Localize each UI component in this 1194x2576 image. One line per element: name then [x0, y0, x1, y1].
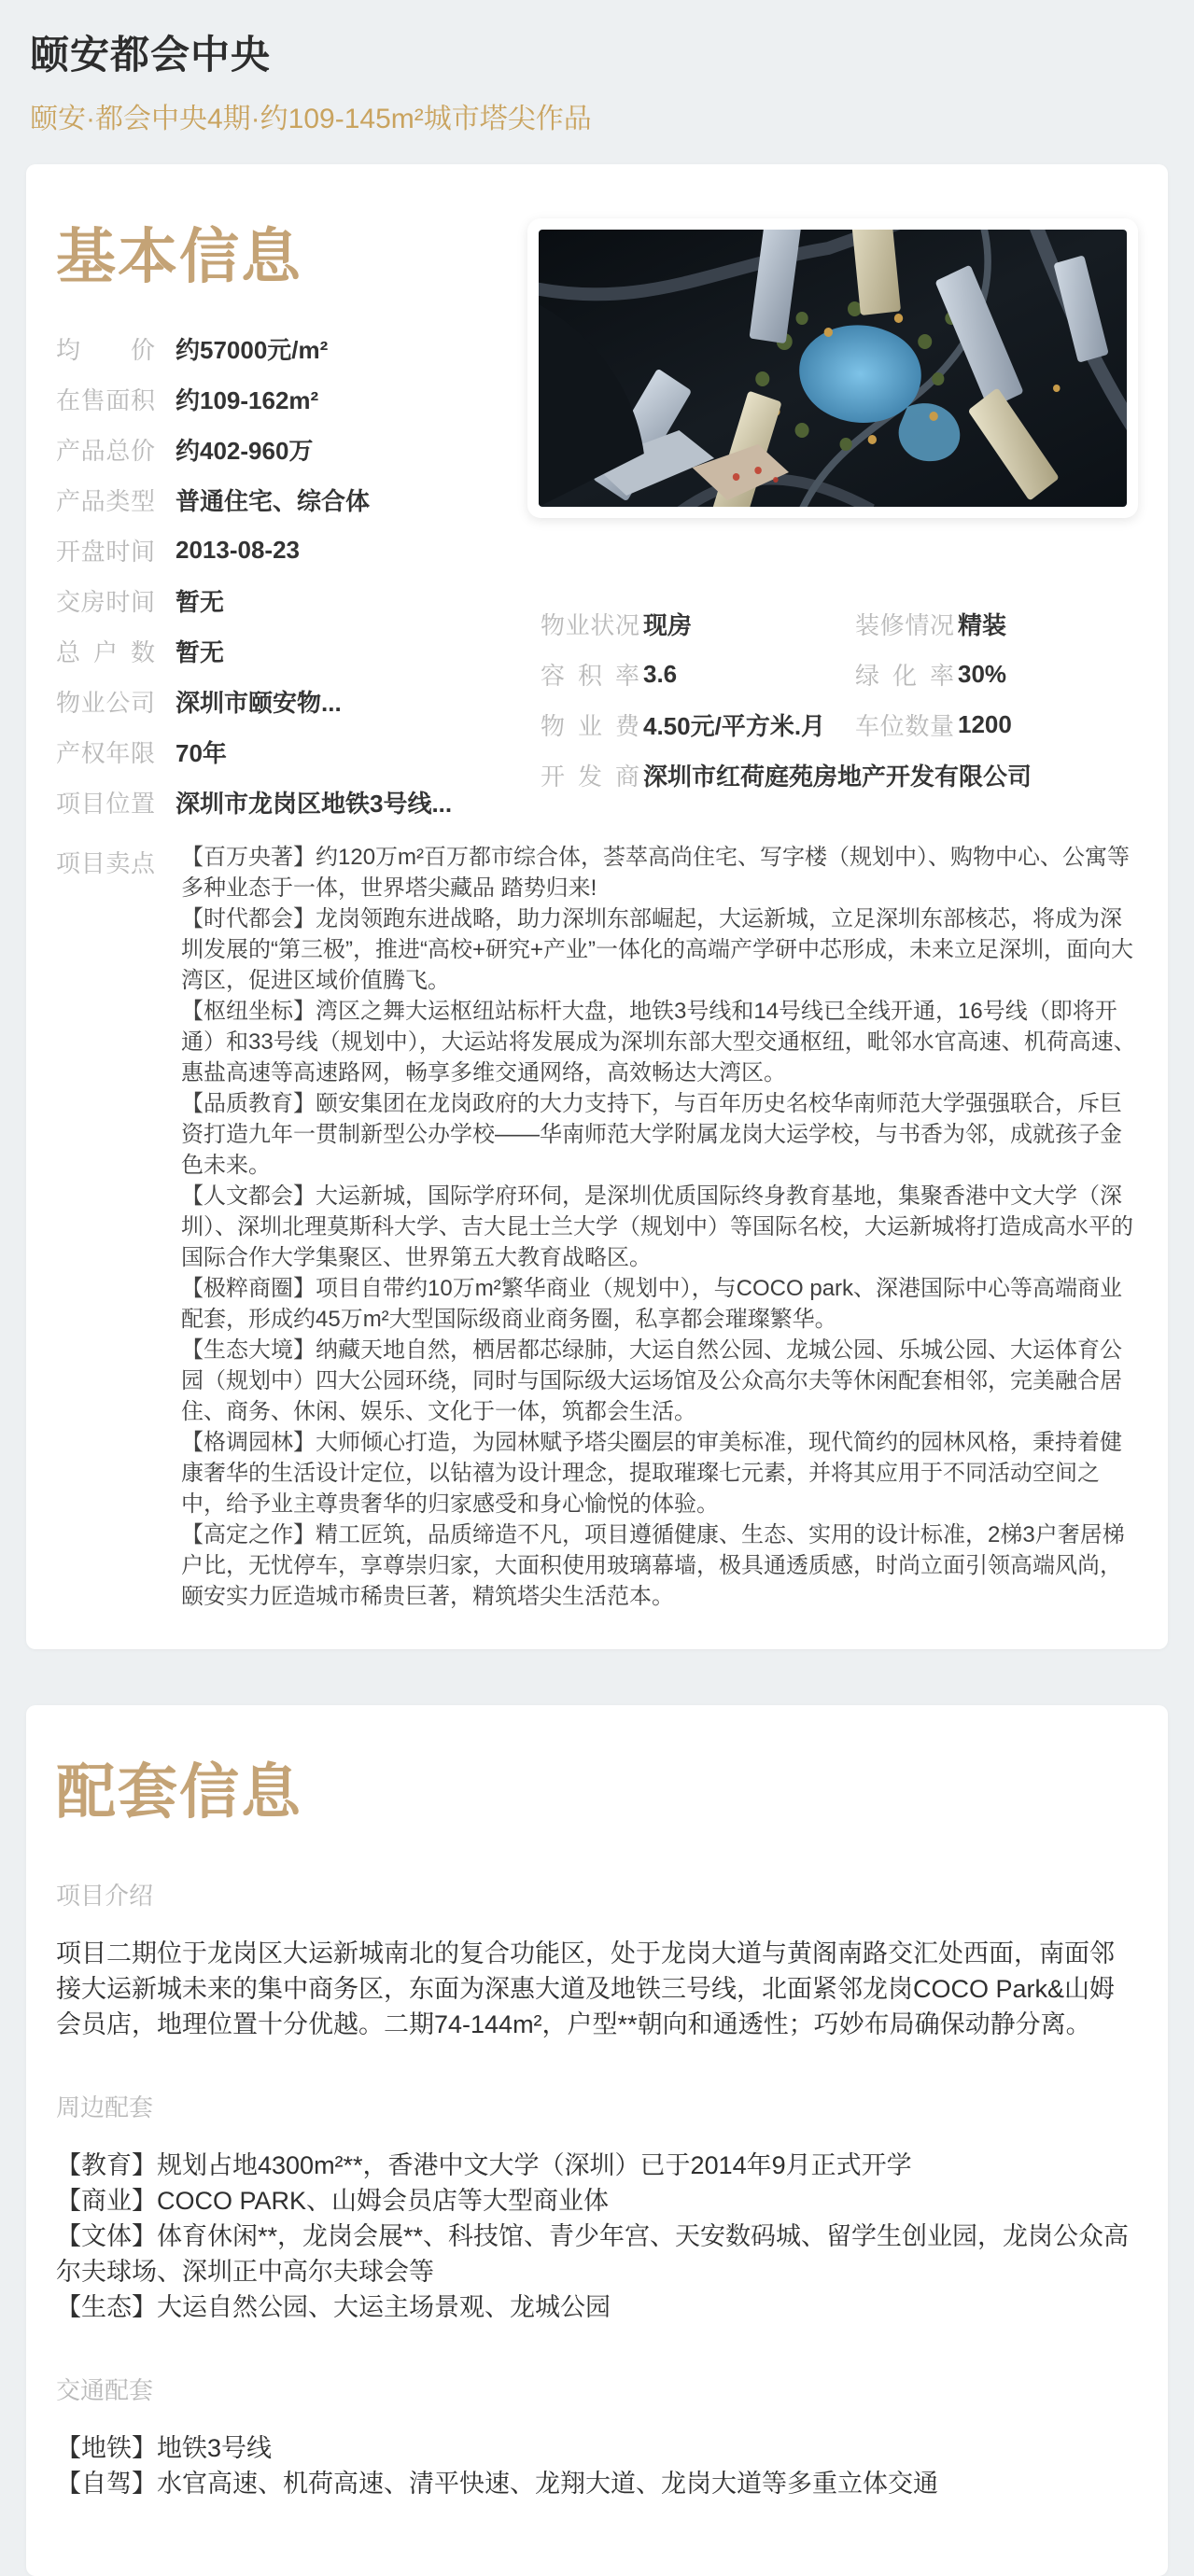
traffic-label: 交通配套: [56, 2376, 154, 2404]
field-row: [56, 575, 527, 625]
field-value: 暂无: [176, 637, 225, 666]
selling-points-text: [181, 842, 1138, 1612]
field-row: [56, 424, 527, 474]
traffic-list: [56, 2430, 1138, 2501]
nearby-item: 【商业】COCO PARK、山姆会员店等大型商业体: [56, 2187, 610, 2215]
basic-info-fields-left: [56, 323, 527, 827]
field-row: [56, 676, 527, 726]
field-label: 装修情况: [855, 610, 954, 639]
field-value: 普通住宅、综合体: [176, 486, 371, 515]
field-label: 产品类型: [56, 486, 155, 515]
nearby-item: 【文体】体育休闲**，龙岗会展**、科技馆、青少年宫、天安数码城、留学生创业园，龙岗公众高尔夫球场、深圳正中高尔夫球会等: [56, 2222, 1130, 2286]
amenities-title: 配套信息: [56, 1758, 302, 1826]
page-header: [26, 0, 1168, 136]
field-label: 总户数: [56, 637, 155, 666]
field-label: 物业状况: [541, 610, 639, 639]
field-label: 交房时间: [56, 587, 155, 616]
field-value: 精装: [958, 610, 1007, 639]
field-grid-row: [541, 699, 1138, 749]
selling-point-paragraph: 【格调园林】大师倾心打造，为园林赋予塔尖圈层的审美标准，现代简约的园林风格，秉持着健康奢华的生活设计定位，以钻禧为设计理念，提取璀璨七元素，并将其应用于不同活动空间之中，给予业主尊贵奢华的归家感受和身心愉悦的体验。: [181, 1430, 1122, 1517]
field-label: 产品总价: [56, 436, 155, 465]
amenities-card: [26, 1705, 1168, 2576]
intro-label: 项目介绍: [56, 1882, 154, 1910]
field-label: 均价: [56, 335, 155, 364]
field-row: [56, 726, 527, 777]
field-grid-row: [541, 598, 1138, 649]
field-label: 在售面积: [56, 385, 155, 414]
selling-points-row: [56, 842, 1138, 1612]
field-label: 容积率: [541, 661, 639, 690]
field-label: 车位数量: [855, 711, 954, 740]
field-value: 约109-162m²: [176, 385, 319, 414]
field-grid-row: [541, 649, 1138, 699]
project-photo-frame: [527, 218, 1138, 518]
selling-point-paragraph: 【品质教育】颐安集团在龙岗政府的大力支持下，与百年历史名校华南师范大学强强联合，斥巨资打造九年一贯制新型公办学校——华南师范大学附属龙岗大运学校，与书香为邻，成就孩子金色未来。: [181, 1091, 1122, 1178]
field-label: 产权年限: [56, 738, 155, 767]
field-value: 深圳市龙岗区地铁3号线...: [176, 789, 453, 818]
traffic-item: 【自驾】水官高速、机荷高速、清平快速、龙翔大道、龙岗大道等多重立体交通: [56, 2470, 938, 2498]
field-label: 物业费: [541, 711, 639, 740]
field-value: 3.6: [643, 659, 678, 688]
field-value: 暂无: [176, 587, 225, 616]
field-value: 2013-08-23: [176, 535, 300, 564]
basic-info-card: [26, 164, 1168, 1649]
intro-text: 项目二期位于龙岗区大运新城南北的复合功能区，处于龙岗大道与黄阁南路交汇处西面，南面邻接大运新城未来的集中商务区，东面为深惠大道及地铁三号线，北面紧邻龙岗COCO Park&山姆会员店，地理位置十分优越。二期74-144m²，户型**朝向和通透性；巧妙布局确保动静分离。: [56, 1939, 1116, 2038]
field-value: 深圳市颐安物...: [176, 688, 342, 717]
nearby-list: [56, 2148, 1138, 2325]
selling-point-paragraph: 【高定之作】精工匠筑，品质缔造不凡，项目遵循健康、生态、实用的设计标准，2梯3户奢居梯户比，无忧停车，享尊崇归家，大面积使用玻璃幕墙，极具通透质感，时尚立面引领高端风尚，颐安实力匠造城市稀贵巨著，精筑塔尖生活范本。: [181, 1522, 1125, 1609]
selling-point-paragraph: 【枢纽坐标】湾区之舞大运枢纽站标杆大盘，地铁3号线和14号线已全线开通，16号线（即将开通）和33号线（规划中），大运站将发展成为深圳东部大型交通枢纽，毗邻水官高速、机荷高速、惠盐高速等高速路网，畅享多维交通网络，高效畅达大湾区。: [181, 999, 1136, 1085]
developer-row: [541, 749, 1138, 800]
field-label: 开发商: [541, 762, 639, 791]
field-row: [56, 323, 527, 373]
nearby-label: 周边配套: [56, 2093, 154, 2121]
field-label: 绿化率: [855, 661, 954, 690]
field-row: [56, 777, 527, 827]
field-row: [56, 373, 527, 424]
nearby-item: 【生态】大运自然公园、大运主场景观、龙城公园: [56, 2293, 611, 2321]
traffic-item: 【地铁】地铁3号线: [56, 2434, 273, 2462]
selling-point-paragraph: 【时代都会】龙岗领跑东进战略，助力深圳东部崛起，大运新城，立足深圳东部核芯，将成为深圳发展的“第三极”，推进“高校+研究+产业”一体化的高端产学研中芯形成，未来立足深圳，面向大湾区，促进区域价值腾飞。: [181, 906, 1133, 993]
field-row: [56, 474, 527, 525]
field-value: 1200: [958, 709, 1012, 738]
field-row: [56, 525, 527, 575]
selling-point-paragraph: 【百万央著】约120万m²百万都市综合体，荟萃高尚住宅、写字楼（规划中）、购物中心、公寓等多种业态于一体，世界塔尖藏品 踏势归来!: [181, 845, 1131, 901]
field-label: 开盘时间: [56, 537, 155, 566]
field-value: 30%: [958, 659, 1007, 688]
selling-points-label: 项目卖点: [56, 849, 155, 877]
field-value: 深圳市红荷庭苑房地产开发有限公司: [643, 762, 1032, 791]
selling-point-paragraph: 【人文都会】大运新城，国际学府环伺，是深圳优质国际终身教育基地，集聚香港中文大学（深圳）、深圳北理莫斯科大学、吉大昆士兰大学（规划中）等国际名校，大运新城将打造成高水平的国际合作大学集聚区、世界第五大教育战略区。: [181, 1183, 1133, 1270]
basic-info-fields-grid: [527, 598, 1138, 800]
selling-point-paragraph: 【生态大境】纳藏天地自然，栖居都芯绿肺，大运自然公园、龙城公园、乐城公园、大运体育公园（规划中）四大公园环绕，同时与国际级大运场馆及公众高尔夫等休闲配套相邻，完美融合居住、商务、休闲、娱乐、文化于一体，筑都会生活。: [181, 1337, 1122, 1424]
field-value: 4.50元/平方米.月: [643, 711, 826, 740]
field-value: 约57000元/m²: [176, 335, 329, 364]
selling-point-paragraph: 【极粹商圈】项目自带约10万m²繁华商业（规划中），与COCO park、深港国际中心等高端商业配套，形成约45万m²大型国际级商业商务圈，私享都会璀璨繁华。: [181, 1276, 1123, 1332]
field-row: [56, 625, 527, 676]
field-value: 70年: [176, 738, 227, 767]
page-title: 颐安都会中央: [30, 33, 272, 77]
nearby-item: 【教育】规划占地4300m²**，香港中文大学（深圳）已于2014年9月正式开学: [56, 2151, 912, 2179]
field-label: 项目位置: [56, 789, 155, 818]
field-value: 约402-960万: [176, 436, 314, 465]
field-value: 现房: [643, 610, 693, 639]
project-aerial-photo[interactable]: [539, 230, 1127, 507]
basic-info-title: 基本信息: [56, 223, 302, 290]
field-label: 物业公司: [56, 688, 155, 717]
page-subtitle: 颐安·都会中央4期·约109-145m²城市塔尖作品: [30, 104, 592, 134]
